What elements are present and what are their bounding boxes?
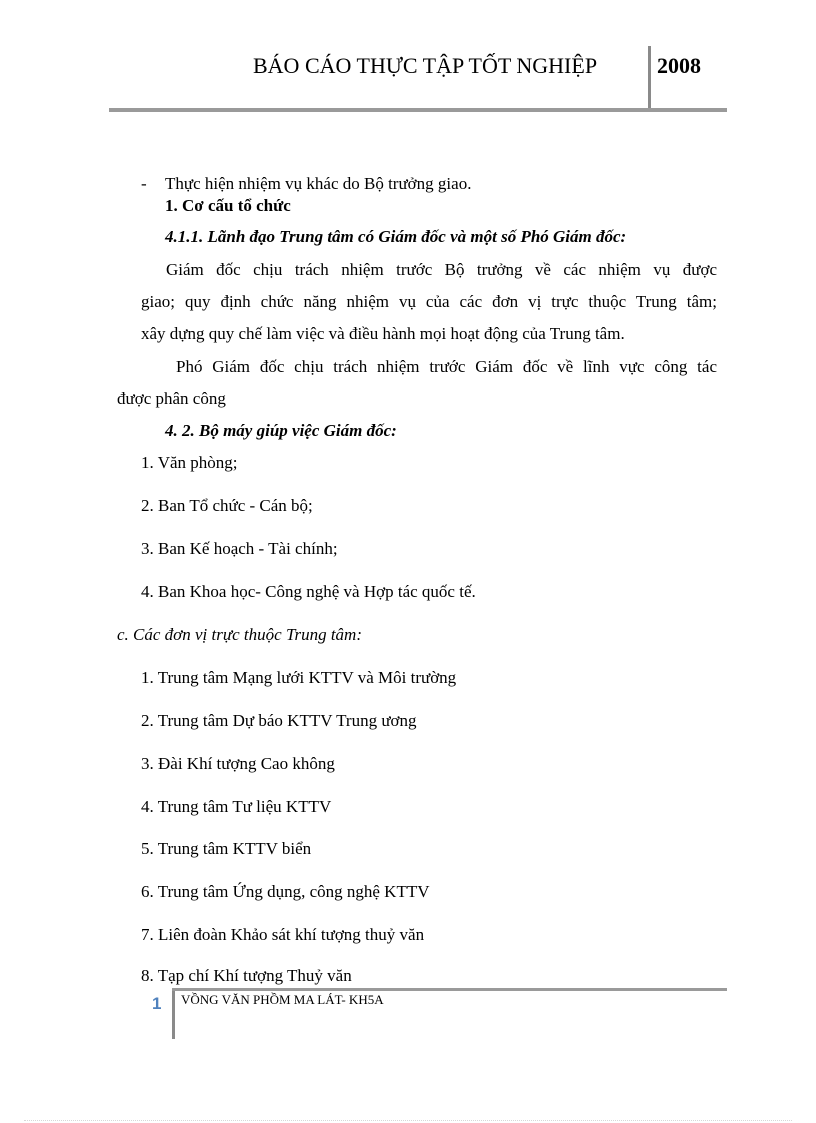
list-item: 5. Trung tâm KTTV biển xyxy=(141,839,312,858)
list-item: 3. Đài Khí tượng Cao không xyxy=(141,754,335,773)
paragraph-line: được phân công xyxy=(117,389,226,408)
list-item: 4. Ban Khoa học- Công nghệ và Hợp tác quốc tế. xyxy=(141,582,476,601)
header-divider xyxy=(648,46,651,110)
list-item: 2. Trung tâm Dự báo KTTV Trung ương xyxy=(141,711,417,730)
heading-4-1-1: 4.1.1. Lãnh đạo Trung tâm có Giám đốc và một số Phó Giám đốc: xyxy=(165,227,627,246)
section-heading-1: 1. Cơ cấu tổ chức xyxy=(165,196,291,215)
list-item: 1. Trung tâm Mạng lưới KTTV và Môi trường xyxy=(141,668,457,687)
footer-rule xyxy=(172,988,727,991)
list-item: 3. Ban Kế hoạch - Tài chính; xyxy=(141,539,338,558)
list-item: 4. Trung tâm Tư liệu KTTV xyxy=(141,797,332,816)
footer-author: VỒNG VĂN PHỒM MA LÁT- KH5A xyxy=(181,992,384,1007)
header-year: 2008 xyxy=(657,53,701,78)
paragraph-line: Phó Giám đốc chịu trách nhiệm trước Giám đốc về lĩnh vực công tác xyxy=(176,357,717,376)
heading-4-2: 4. 2. Bộ máy giúp việc Giám đốc: xyxy=(165,421,397,440)
heading-c: c. Các đơn vị trực thuộc Trung tâm: xyxy=(117,625,362,644)
bullet-text: Thực hiện nhiệm vụ khác do Bộ trưởng giao. xyxy=(165,174,472,193)
paragraph-line: xây dựng quy chế làm việc và điều hành mọi hoạt động của Trung tâm. xyxy=(141,324,625,343)
list-item: 7. Liên đoàn Khảo sát khí tượng thuỷ văn xyxy=(141,925,425,944)
list-item: 1. Văn phòng; xyxy=(141,453,238,472)
header-rule xyxy=(109,108,727,112)
list-item: 2. Ban Tổ chức - Cán bộ; xyxy=(141,496,313,515)
page-edge-dots xyxy=(24,1120,792,1121)
paragraph-line: giao; quy định chức năng nhiệm vụ của các đơn vị trực thuộc Trung tâm; xyxy=(141,292,717,311)
footer-divider xyxy=(172,991,175,1039)
paragraph-line: Giám đốc chịu trách nhiệm trước Bộ trưởng về các nhiệm vụ được xyxy=(166,260,717,279)
bullet-dash: - xyxy=(141,174,147,193)
header-title: BÁO CÁO THỰC TẬP TỐT NGHIỆP xyxy=(253,53,598,78)
list-item: 6. Trung tâm Ứng dụng, công nghệ KTTV xyxy=(141,882,430,901)
page-number: 1 xyxy=(152,994,162,1013)
list-item: 8. Tạp chí Khí tượng Thuỷ văn xyxy=(141,966,352,985)
